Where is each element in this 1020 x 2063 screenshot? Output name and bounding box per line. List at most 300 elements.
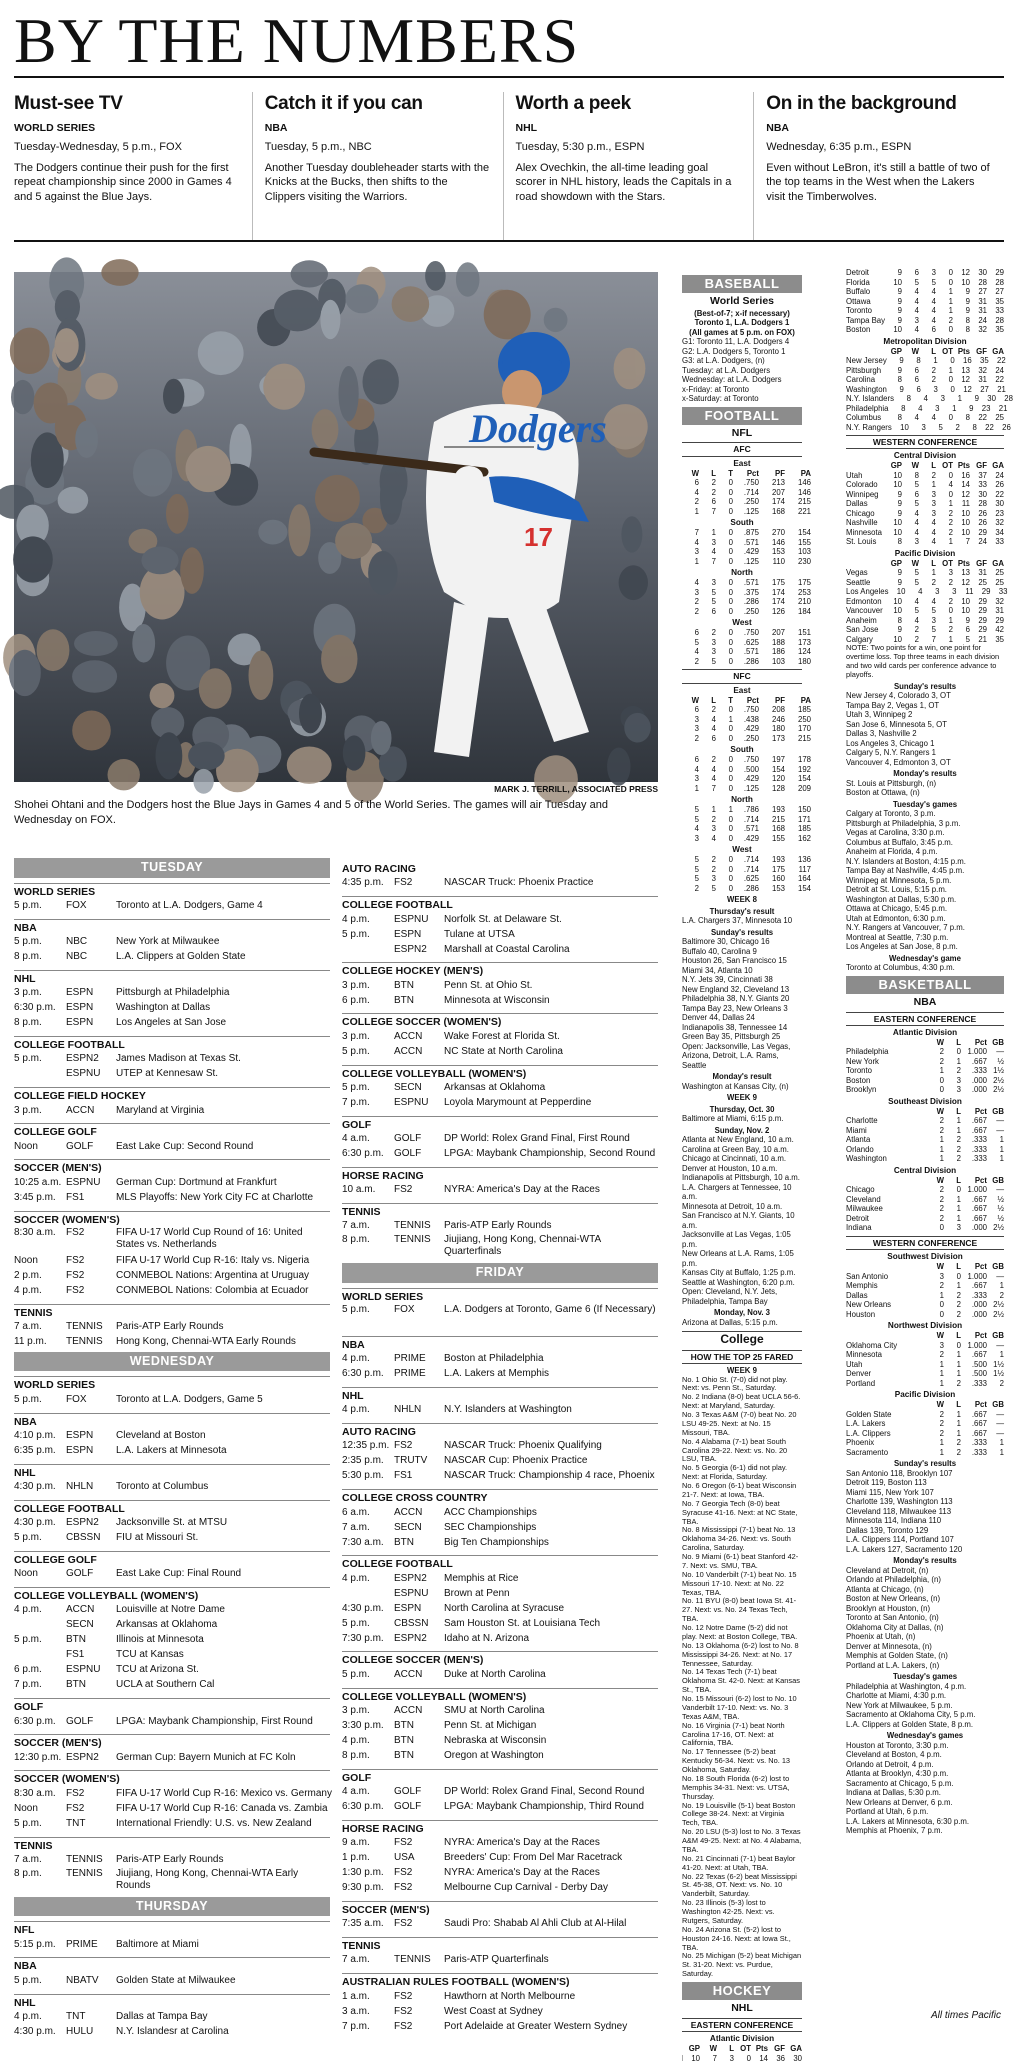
sport-heading: SOCCER (WOMEN'S) <box>14 1770 330 1786</box>
sport-heading: HORSE RACING <box>342 1167 658 1183</box>
listing-row <box>342 1535 658 1550</box>
stat-cell: 5 <box>711 587 716 597</box>
stat-cell: GF <box>976 558 987 568</box>
standings-row <box>846 1272 1004 1282</box>
stat-cell: 0 <box>939 1085 944 1095</box>
standings-header <box>682 2044 802 2054</box>
crowd-shape <box>371 721 392 755</box>
stat-cell: 2 <box>955 422 960 432</box>
listing-event: NASCAR Truck: Championship 4 race, Phoenix <box>444 1470 655 1482</box>
listing-network: FS1 <box>66 1191 85 1203</box>
stat-cell: 2 <box>939 1281 944 1291</box>
result-line: Baltimore 30, Chicago 16 <box>682 937 770 947</box>
batter-illustration <box>14 272 658 782</box>
stat-cell: 2 <box>939 1419 944 1429</box>
stat-cell: 2 <box>939 1185 944 1195</box>
sport-heading: WORLD SERIES <box>14 883 330 899</box>
listing-row <box>342 1454 658 1469</box>
stat-cell: 3 <box>931 508 936 518</box>
stat-cell: 1.000 <box>967 1185 987 1195</box>
stat-cell: 4 <box>914 615 919 625</box>
stat-cell: .500 <box>743 764 759 774</box>
stat-cell: GP <box>890 558 902 568</box>
stat-cell: ½ <box>997 1056 1004 1066</box>
stat-cell: 2 <box>939 1125 944 1135</box>
stat-cell: 117 <box>798 864 811 874</box>
stat-cell: 28 <box>978 499 987 509</box>
result-line: Anaheim at Florida, 4 p.m. <box>846 847 938 857</box>
listing-row <box>14 950 330 965</box>
listing-row <box>342 1704 658 1719</box>
stat-cell: .286 <box>743 656 759 666</box>
team-name: Houston <box>846 1309 876 1319</box>
stat-cell: 9 <box>897 625 902 635</box>
result-line: Open: Cleveland, N.Y. Jets, Philadelphia, Tampa Bay <box>682 1287 778 1306</box>
standings-row <box>846 1350 1004 1360</box>
stat-cell: 270 <box>771 528 785 538</box>
result-line: Utah 3, Winnipeg 2 <box>846 710 913 720</box>
stat-cell: .625 <box>743 874 759 884</box>
results-heading: Wednesday's games <box>886 1731 964 1741</box>
stat-cell: 1 <box>956 1281 961 1291</box>
section-football: FOOTBALL <box>682 407 802 425</box>
stat-cell: .333 <box>971 1290 987 1300</box>
stat-cell: 193 <box>771 805 785 815</box>
stat-cell: 4 <box>711 714 716 724</box>
result-line: L.A. Chargers at Tennessee, 10 a.m. <box>682 1182 792 1202</box>
stat-cell: 0 <box>948 489 953 499</box>
crowd-shape <box>603 404 648 449</box>
stat-cell: 0 <box>950 384 955 394</box>
result-line: L.A. Chargers 37, Minnesota 10 <box>682 916 793 926</box>
listing-network: TENNIS <box>66 1321 103 1332</box>
stat-cell: .429 <box>743 547 759 557</box>
stat-cell: .625 <box>743 637 759 647</box>
stat-cell: 1 <box>948 537 953 547</box>
stat-cell: 10 <box>691 2053 700 2063</box>
stat-cell: 26 <box>1002 422 1011 432</box>
result-line: N.Y. Rangers at Vancouver, 7 p.m. <box>846 923 965 933</box>
stat-cell: 26 <box>995 480 1004 490</box>
stat-cell: 2 <box>956 1378 961 1388</box>
listing-row <box>342 993 658 1008</box>
result-line: Atlanta at Chicago, (n) <box>846 1584 924 1594</box>
stat-cell: 32 <box>995 518 1004 528</box>
listing-network: BTN <box>394 979 414 991</box>
stat-cell: 1 <box>956 1194 961 1204</box>
result-line: Calgary at Toronto, 3 p.m. <box>846 809 936 819</box>
conference-header: WESTERN CONFERENCE <box>846 1236 1004 1250</box>
division-header: East <box>733 458 751 468</box>
listing-event: FIFA U-17 World Cup Round of 16: United States vs. Netherlands <box>116 1226 303 1250</box>
listing-row <box>14 986 330 1001</box>
conference-header: EASTERN CONFERENCE <box>682 2018 802 2032</box>
listing-row <box>342 1851 658 1866</box>
listing-network: FS2 <box>394 1918 413 1930</box>
results-heading: Sunday's results <box>893 1459 957 1469</box>
pick-time: Tuesday, 5 p.m., NBC <box>264 140 372 153</box>
stat-cell: 184 <box>797 606 811 616</box>
stat-cell: .000 <box>971 1300 987 1310</box>
listing-row <box>342 912 658 927</box>
stat-cell: 0 <box>948 470 953 480</box>
standings-row <box>682 556 811 567</box>
stat-cell: 2 <box>956 1154 961 1164</box>
stat-cell: 0 <box>728 578 733 588</box>
listing-row <box>342 1505 658 1520</box>
stat-cell: 1 <box>728 805 733 815</box>
listing-network: TENNIS <box>66 1867 103 1879</box>
sport-heading: TENNIS <box>342 1937 658 1953</box>
listing-row <box>14 1480 330 1495</box>
standings-row <box>846 480 1004 490</box>
stat-cell: 2 <box>711 814 716 824</box>
crowd-shape <box>198 331 244 375</box>
listing-network: CBSSN <box>394 1617 429 1629</box>
listing-row <box>342 1836 658 1851</box>
league-title: NBA <box>913 995 937 1008</box>
listing-row <box>342 1439 658 1454</box>
listing-row <box>342 1631 658 1646</box>
stat-cell: — <box>996 1271 1004 1281</box>
stat-cell: 12 <box>961 489 970 499</box>
listing-row <box>342 1030 658 1045</box>
stat-cell: 22 <box>995 489 1004 499</box>
listing-network: ESPN <box>66 987 94 999</box>
stat-cell: 0 <box>939 1075 944 1085</box>
standings-row <box>846 597 1004 607</box>
results-heading: WEEK 8 <box>727 895 757 905</box>
team-name: San Jose <box>846 625 879 635</box>
team-name: Toronto <box>846 306 873 315</box>
result-line: Calgary 5, N.Y. Rangers 1 <box>846 748 936 758</box>
sport-heading: NBA <box>14 1413 330 1429</box>
stat-cell: 2 <box>956 1144 961 1154</box>
stat-cell: 6 <box>694 628 699 638</box>
team-name: Portland <box>846 1378 876 1388</box>
listing-row <box>14 1663 330 1678</box>
stat-cell: 1½ <box>993 1066 1004 1076</box>
section-basketball: BASKETBALL <box>846 976 1004 994</box>
stat-cell: PF <box>775 468 785 478</box>
stat-cell: 7 <box>712 2053 717 2063</box>
stat-cell: 3 <box>956 1075 961 1085</box>
crowd-shape <box>133 449 172 497</box>
pick-heading: Catch it if you can <box>264 93 423 114</box>
stat-cell: 1.000 <box>967 1340 987 1350</box>
sport-heading: SOCCER (MEN'S) <box>14 1734 330 1750</box>
day-header: TUESDAY <box>14 858 330 878</box>
result-line: Cleveland 118, Milwaukee 113 <box>846 1506 952 1516</box>
listing-event: Loyola Marymount at Pepperdine <box>444 1096 592 1108</box>
crowd-shape <box>456 262 480 296</box>
listing-event: FIU at Missouri St. <box>116 1532 199 1544</box>
listing-row <box>342 1234 658 1261</box>
listing-event: UCLA at Southern Cal <box>116 1679 215 1691</box>
stat-cell: 2 <box>711 755 716 765</box>
listing-time: 4:30 p.m. <box>14 1517 56 1529</box>
listing-event: FIFA U-17 World Cup R-16: Italy vs. Nigeria <box>116 1254 310 1266</box>
division-header: South <box>730 518 754 528</box>
listing-row <box>14 1016 330 1031</box>
sport-heading: TENNIS <box>342 1203 658 1219</box>
stat-cell: 4 <box>931 287 936 296</box>
stat-cell: 124 <box>797 647 811 657</box>
listing-network: TNT <box>66 2010 86 2022</box>
standings-row <box>846 1047 1004 1057</box>
stat-cell: .000 <box>971 1309 987 1319</box>
crowd-shape <box>368 551 398 595</box>
listing-event: L.A. Clippers at Golden State <box>116 951 246 963</box>
results-heading: Monday's results <box>893 769 957 779</box>
stat-cell: 5 <box>931 277 936 287</box>
standings-row <box>846 1379 1004 1389</box>
team-name: Seattle <box>846 577 871 587</box>
standings-row <box>682 637 811 648</box>
division-header: Atlantic Division <box>892 1027 958 1037</box>
listing-network: ACCN <box>394 1704 423 1716</box>
listing-event: L.A. Lakers at Memphis <box>444 1368 550 1380</box>
stat-cell: 1 <box>931 568 936 578</box>
stat-cell: 6 <box>914 375 919 384</box>
stat-cell: .333 <box>971 1438 987 1448</box>
stat-cell: 4 <box>694 578 699 588</box>
top25-item: No. 14 Texas Tech (7-1) beat Oklahoma St. 42-0. Next: at Kansas St., TBA. <box>682 1667 800 1695</box>
stat-cell: GF <box>976 461 987 471</box>
stat-cell: 24 <box>995 470 1004 480</box>
top25-item: No. 3 Texas A&M (7-0) beat No. 20 LSU 49-25. Next: at No. 15 Missouri, TBA. <box>682 1410 797 1437</box>
listing-network: TNT <box>66 1817 86 1829</box>
listing-network: FS2 <box>394 1184 413 1196</box>
stat-cell: .438 <box>743 714 759 724</box>
stat-cell: GF <box>774 2044 785 2054</box>
stat-cell: 192 <box>797 764 811 774</box>
top25-item: No. 15 Missouri (6-2) lost to No. 10 Vanderbilt 17-10. Next: vs. No. 3 Texas A&M, TBA. <box>682 1694 797 1721</box>
listing-row <box>14 1853 330 1868</box>
listing-event: SEC Championships <box>444 1521 537 1533</box>
listing-row <box>14 2010 330 2025</box>
stat-cell: 3 <box>939 1340 944 1350</box>
stat-cell: 9 <box>897 306 902 315</box>
listing-time: 4:30 p.m. <box>14 1481 56 1492</box>
listing-network: FS2 <box>66 1254 85 1266</box>
standings-row <box>682 705 811 715</box>
stat-cell: Pct <box>746 468 759 478</box>
standings-row <box>846 268 1004 278</box>
stat-cell: 2 <box>711 628 716 638</box>
stat-cell: .714 <box>743 487 759 497</box>
listing-network: TENNIS <box>394 1220 431 1232</box>
listing-event: Toronto at Columbus <box>116 1481 209 1492</box>
result-line: Minnesota 114, Indiana 110 <box>846 1516 942 1526</box>
stat-cell: 35 <box>995 296 1004 306</box>
team-name <box>846 347 885 357</box>
stat-cell: 4 <box>694 647 699 657</box>
standings-row <box>846 578 1004 588</box>
result-line: Montreal at Seattle, 7:30 p.m. <box>846 932 949 942</box>
listing-event: LPGA: Maybank Championship, Second Round <box>444 1148 656 1159</box>
sport-heading: SOCCER (MEN'S) <box>342 1901 658 1917</box>
stat-cell: 2 <box>711 864 716 874</box>
listing-row <box>342 1403 658 1418</box>
stat-cell: 9 <box>897 268 902 277</box>
crowd-shape <box>166 494 189 534</box>
day-header: WEDNESDAY <box>14 1352 330 1372</box>
crowd-shape <box>614 348 646 390</box>
top25-item: No. 24 Arizona St. (5-2) lost to Houston 24-16. Next: at Iowa St., TBA. <box>682 1924 791 1952</box>
stat-cell: 8 <box>916 356 921 365</box>
listing-network: ACCN <box>394 1506 423 1518</box>
result-line: Ottawa at Chicago, 5:45 p.m. <box>846 904 947 914</box>
stat-cell: 2 <box>694 497 699 507</box>
listing-time: 7:30 p.m. <box>342 1632 384 1644</box>
top-picks <box>14 92 1004 242</box>
standings-row <box>846 537 1004 547</box>
result-line: New Orleans at L.A. Rams, 1:05 p.m. <box>682 1249 794 1268</box>
listing-time: 11 p.m. <box>14 1336 47 1347</box>
listing-time: 4 p.m. <box>342 1572 370 1584</box>
stat-cell: 8 <box>901 403 906 413</box>
stat-cell: 1 <box>956 1204 961 1214</box>
division-header: Central Division <box>893 1165 957 1175</box>
team-name: Colorado <box>846 480 878 490</box>
stat-cell: 1 <box>939 1369 944 1379</box>
stat-cell: 5 <box>931 625 936 635</box>
listing-row <box>14 1067 330 1082</box>
stat-cell: 10 <box>893 596 902 606</box>
team-name: Detroit <box>846 268 869 277</box>
stat-cell: 3 <box>914 537 919 547</box>
team-name: Philadelphia <box>846 403 889 413</box>
stat-cell: GB <box>992 1106 1004 1116</box>
stat-cell: 3 <box>921 422 926 432</box>
stat-cell: 5 <box>711 597 716 607</box>
standings-row <box>682 774 811 784</box>
stat-cell: 25 <box>978 577 987 587</box>
team-name: Calgary <box>846 634 873 644</box>
result-line: Tampa Bay 23, New Orleans 3 <box>682 1003 788 1013</box>
team-name: Florida <box>846 277 870 287</box>
listing-row <box>342 1571 658 1586</box>
standings-row <box>846 587 1008 597</box>
result-line: San Francisco at N.Y. Giants, 10 a.m. <box>682 1211 795 1230</box>
listing-time: 5 p.m. <box>14 1974 42 1986</box>
stat-cell: 1 <box>999 1447 1004 1457</box>
stat-cell: 42 <box>995 625 1004 635</box>
stat-cell: 3 <box>940 394 945 403</box>
stat-cell: 29 <box>981 587 991 597</box>
result-line: Brooklyn at Houston, (n) <box>846 1603 931 1613</box>
listing-time: 12:30 p.m. <box>14 1751 62 1763</box>
stat-cell: 37 <box>978 470 987 480</box>
stat-cell: ½ <box>997 1194 1004 1204</box>
stat-cell: GP <box>890 461 902 471</box>
result-line: Baltimore at Miami, 6:15 p.m. <box>682 1114 784 1124</box>
listing-network: FS2 <box>394 1867 413 1879</box>
standings-row <box>846 1369 1004 1379</box>
stat-cell: GP <box>688 2044 700 2054</box>
stat-cell: ½ <box>997 1213 1004 1223</box>
conference-header: AFC <box>682 442 802 456</box>
results-heading: Monday's result <box>712 1072 772 1082</box>
result-line: Portland at L.A. Lakers, (n) <box>846 1660 940 1670</box>
listing-time: 8:30 a.m. <box>14 1787 56 1799</box>
stat-cell: GA <box>992 461 1004 471</box>
stat-cell: 154 <box>771 764 785 774</box>
stat-cell: 4 <box>914 508 919 518</box>
stat-cell: Pct <box>974 1331 987 1341</box>
stat-cell: 2 <box>931 375 936 384</box>
stat-cell: 2 <box>948 596 953 606</box>
listing-row <box>14 1444 330 1459</box>
stat-cell: .333 <box>971 1144 987 1154</box>
listing-time: 7 p.m. <box>342 1096 370 1108</box>
sport-heading: COLLEGE HOCKEY (MEN'S) <box>342 962 658 978</box>
standings-row <box>846 1126 1004 1136</box>
stat-cell: 0 <box>728 628 733 638</box>
stat-cell: 207 <box>771 628 785 638</box>
listing-time: 6 a.m. <box>342 1506 370 1518</box>
stat-cell: L <box>711 468 716 478</box>
stat-cell: 7 <box>711 556 716 566</box>
listing-network: ACCN <box>66 1604 95 1616</box>
listing-event: Maryland at Virginia <box>116 1104 205 1116</box>
stat-cell: W <box>936 1262 944 1272</box>
listing-row <box>14 1633 330 1648</box>
stat-cell: 4 <box>914 296 919 306</box>
stat-cell: 2 <box>956 1135 961 1145</box>
crowd-shape <box>10 328 50 374</box>
standings-row <box>846 606 1004 616</box>
stat-cell: 154 <box>797 774 811 784</box>
listing-event: L.A. Lakers at Minnesota <box>116 1444 227 1456</box>
stat-cell: 0 <box>728 814 733 824</box>
stat-cell: 120 <box>771 774 785 784</box>
jersey-number: 17 <box>524 522 553 552</box>
stat-cell: 9 <box>897 315 903 325</box>
listing-row <box>342 1045 658 1060</box>
stat-cell: 0 <box>948 277 953 287</box>
sport-heading: COLLEGE SOCCER (MEN'S) <box>342 1651 658 1667</box>
team-name <box>846 461 885 471</box>
stat-cell: 8 <box>965 413 970 422</box>
stat-cell: 4 <box>914 325 919 334</box>
stat-cell: 28 <box>995 315 1005 325</box>
stat-cell: .333 <box>971 1447 987 1457</box>
team-name: Golden State <box>846 1409 892 1419</box>
standings-row <box>682 506 811 517</box>
result-line: Los Angeles at San Jose, 8 p.m. <box>846 942 958 952</box>
stat-cell: 4 <box>931 413 936 422</box>
team-name: Winnipeg <box>846 489 879 499</box>
results-heading: Monday, Nov. 3 <box>713 1308 771 1318</box>
lead-photo <box>14 272 658 782</box>
crowd-shape <box>321 635 357 684</box>
listing-network: ESPNU <box>394 1096 429 1108</box>
standings-row <box>682 537 811 548</box>
result-line: L.A. Clippers 114, Portland 107 <box>846 1535 954 1545</box>
pick-sport: NHL <box>515 121 538 134</box>
team-name: New Orleans <box>846 1300 892 1310</box>
result-line: Portland at Utah, 6 p.m. <box>846 1807 929 1817</box>
listing-event: Paris-ATP Early Rounds <box>116 1853 224 1865</box>
listing-network: FS1 <box>394 1470 413 1482</box>
team-name: Minnesota <box>846 527 882 537</box>
result-line: Arizona at Dallas, 5:15 p.m. <box>682 1317 778 1327</box>
result-line: Green Bay 35, Pittsburgh 25 <box>682 1032 781 1042</box>
crowd-shape <box>11 380 34 414</box>
stat-cell: 4 <box>914 518 919 528</box>
